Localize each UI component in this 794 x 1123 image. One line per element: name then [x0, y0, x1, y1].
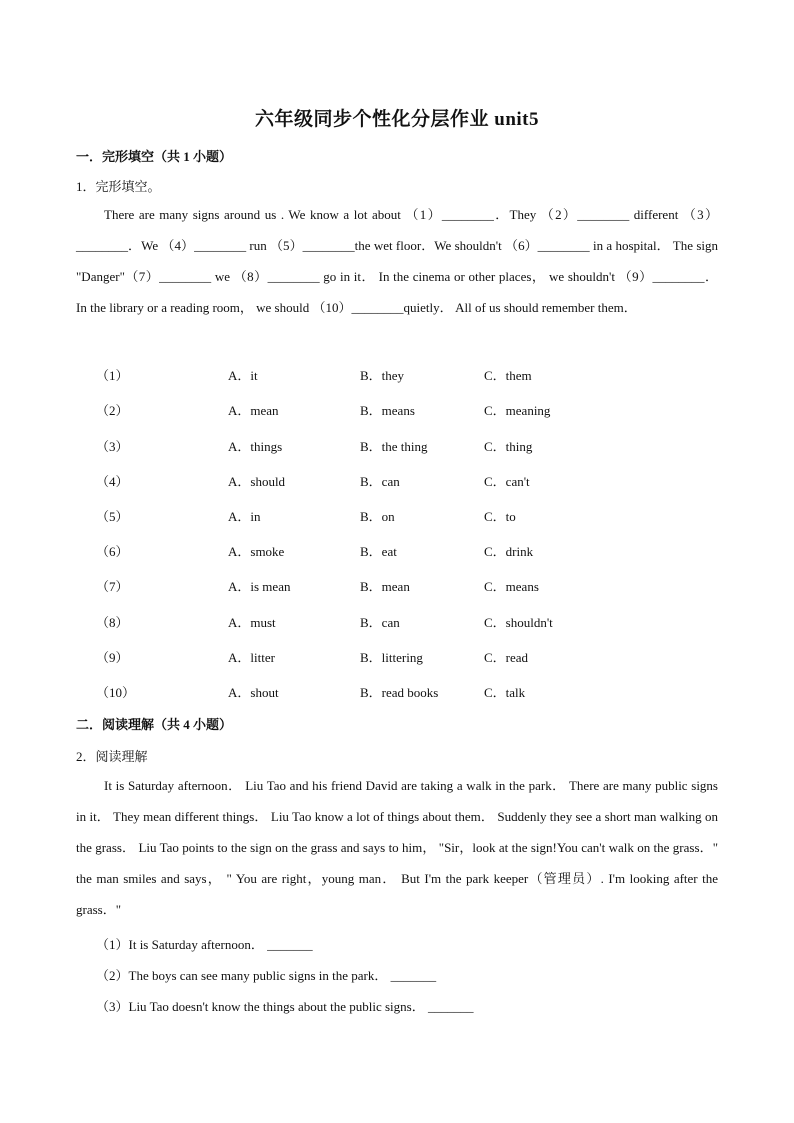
- option-a: A．must: [228, 615, 276, 630]
- option-row: [96, 647, 696, 667]
- option-c: C．means: [484, 579, 539, 594]
- option-number: （4）: [96, 474, 129, 489]
- option-b: B．read books: [360, 685, 439, 700]
- option-number: （2）: [96, 403, 129, 418]
- option-number: （1）: [96, 368, 129, 383]
- option-b: B．means: [360, 403, 415, 418]
- option-number: （9）: [96, 650, 129, 665]
- option-row: [96, 436, 696, 456]
- option-b: B．eat: [360, 544, 397, 559]
- option-a: A．smoke: [228, 544, 285, 559]
- option-c: C．meaning: [484, 403, 551, 418]
- question-label-cloze: 1．完形填空。: [76, 179, 161, 194]
- option-row: [96, 365, 696, 385]
- option-row: [96, 541, 696, 561]
- option-c: C．can't: [484, 474, 530, 489]
- option-a: A．shout: [228, 685, 279, 700]
- option-row: [96, 400, 696, 420]
- option-c: C．them: [484, 368, 532, 383]
- option-b: B．can: [360, 615, 400, 630]
- option-b: B．mean: [360, 579, 410, 594]
- option-a: A．is mean: [228, 579, 291, 594]
- option-c: C．drink: [484, 544, 534, 559]
- option-a: A．things: [228, 439, 283, 454]
- reading-question: （2）The boys can see many public signs in the park． _______: [96, 968, 437, 983]
- option-c: C．shouldn't: [484, 615, 553, 630]
- option-number: （3）: [96, 439, 129, 454]
- option-b: B．the thing: [360, 439, 428, 454]
- reading-question: （3）Liu Tao doesn't know the things about the public signs． _______: [96, 999, 474, 1014]
- question-label-reading: 2．阅读理解: [76, 749, 148, 764]
- section-heading-cloze: 一．完形填空（共 1 小题）: [76, 149, 233, 164]
- option-number: （7）: [96, 579, 129, 594]
- option-a: A．in: [228, 509, 261, 524]
- reading-question: （1）It is Saturday afternoon． _______: [96, 937, 313, 952]
- option-b: B．can: [360, 474, 400, 489]
- option-c: C．to: [484, 509, 516, 524]
- reading-passage: It is Saturday afternoon． Liu Tao and his friend David are taking a walk in the park． There are many public signs in it． They mean different things． Liu Tao know a lot of things about them． Suddenly they see a short man walking on the grass． Liu Tao points to the sign on the grass and says to him， "Sir，look at the sign!You can't walk on the grass．" the man smiles and says， " You are right，young man． But I'm the park keeper（管理员）. I'm looking after the grass．": [76, 778, 718, 917]
- option-b: B．on: [360, 509, 395, 524]
- option-number: （5）: [96, 509, 129, 524]
- option-row: [96, 612, 696, 632]
- option-b: B．they: [360, 368, 405, 383]
- cloze-passage: There are many signs around us . We know a lot about （1）________．They （2）________ different （3）________．We （4）________ run （5）________the wet floor．We shouldn't （6）________ in a hospital． The sign "Danger"（7）________ we （8）________ go in it． In the cinema or other places， we shouldn't （9）________． In the library or a reading room， we should （10）________quietly． All of us should remember them．: [76, 207, 718, 315]
- option-row: [96, 471, 696, 491]
- option-number: （10）: [96, 685, 136, 700]
- option-c: C．thing: [484, 439, 533, 454]
- option-row: [96, 506, 696, 526]
- section-heading-reading: 二．阅读理解（共 4 小题）: [76, 717, 233, 732]
- option-a: A．litter: [228, 650, 275, 665]
- page-title: 六年级同步个性化分层作业 unit5: [255, 109, 539, 130]
- option-number: （8）: [96, 615, 129, 630]
- option-b: B．littering: [360, 650, 423, 665]
- option-c: C．read: [484, 650, 529, 665]
- option-a: A．should: [228, 474, 286, 489]
- option-a: A．it: [228, 368, 258, 383]
- option-row: [96, 682, 696, 702]
- option-a: A．mean: [228, 403, 279, 418]
- option-row: [96, 576, 696, 596]
- option-c: C．talk: [484, 685, 526, 700]
- option-number: （6）: [96, 544, 129, 559]
